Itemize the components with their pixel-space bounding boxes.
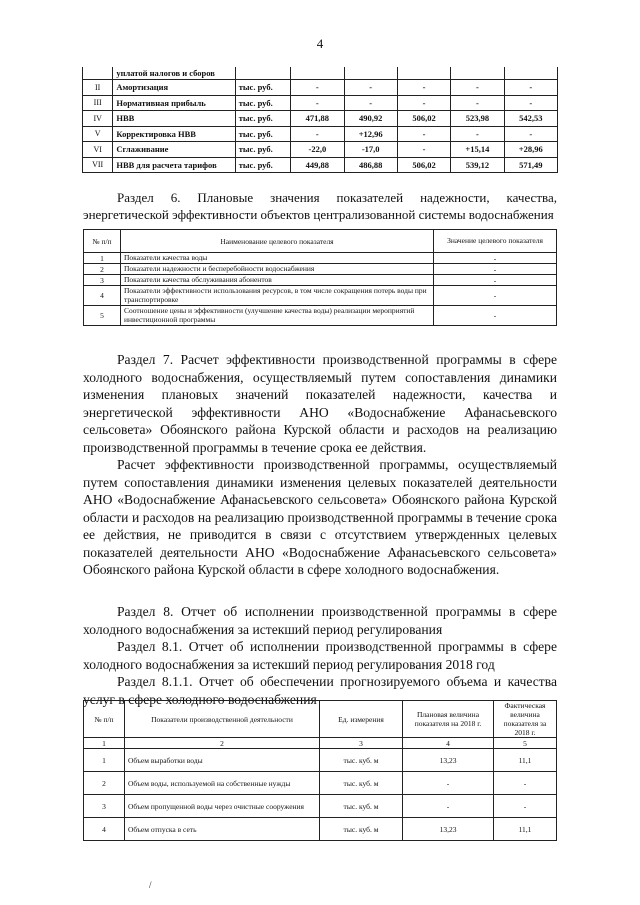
table-row [83,67,558,80]
header-cell: № п/п [84,230,121,253]
row-number: 1 [84,253,121,264]
row-number: 3 [84,275,121,286]
row-number: VI [83,142,113,158]
header-cell: Ед. измерения [320,701,403,738]
table-row [83,111,558,127]
header-cell: Показатели производственной деятельности [125,701,320,738]
value-cell: +15,14 [451,142,504,158]
indicator-name: Объем пропущенной воды через очистные сооружения [125,795,320,818]
header-cell: Наименование целевого показателя [121,230,434,253]
table-header-row [84,701,557,738]
table-cell: уплатой налогов и сборов [113,67,235,80]
value-cell: - [451,126,504,142]
row-name: Амортизация [113,80,235,96]
value-cell: 449,88 [291,157,344,173]
table-row [84,818,557,841]
section-8-1-title: Раздел 8.1. Отчет об исполнении производственной программы в сфере холодного водоснабжения за истекший период регулирования 2018 год [83,639,557,672]
row-unit: тыс. руб. [235,111,290,127]
section-7 [83,351,557,579]
row-number: II [83,80,113,96]
value-cell: - [397,126,450,142]
row-name: Сглаживание [113,142,235,158]
indicator-name: Показатели качества обслуживания абонентов [121,275,434,286]
value-cell: - [504,95,557,111]
value-cell: - [451,95,504,111]
row-name: Нормативная прибыль [113,95,235,111]
row-unit: тыс. руб. [235,80,290,96]
table-header-row [84,230,557,253]
row-number: 1 [84,749,125,772]
plan-value: - [403,795,494,818]
indicator-name: Показатели надежности и бесперебойности водоснабжения [121,264,434,275]
table-row [84,772,557,795]
value-cell: 542,53 [504,111,557,127]
plan-value: - [403,772,494,795]
footer-mark: / [149,880,152,890]
table-row [84,749,557,772]
header-cell: Фактическая величина показателя за 2018 г. [494,701,557,738]
indicator-name: Объем воды, используемой на собственные нужды [125,772,320,795]
value-cell: - [397,142,450,158]
value-cell: 539,12 [451,157,504,173]
row-name: НВВ для расчета тарифов [113,157,235,173]
table-cell: 2 [125,738,320,749]
row-number: 4 [84,818,125,841]
value-cell: 506,02 [397,111,450,127]
table-row [83,157,558,173]
indicator-value: - [434,253,557,264]
table-cell: 5 [494,738,557,749]
table-row [84,306,557,326]
table-row [83,142,558,158]
indicator-name: Объем выработки воды [125,749,320,772]
row-number: IV [83,111,113,127]
value-cell: - [291,95,344,111]
row-name: НВВ [113,111,235,127]
header-cell: Плановая величина показателя на 2018 г. [403,701,494,738]
row-number: III [83,95,113,111]
indicator-name: Соотношение цены и эффективности (улучшение качества воды) реализации мероприятий инвестиционной программы [121,306,434,326]
fact-value: 11,1 [494,749,557,772]
value-cell: 523,98 [451,111,504,127]
page-number: 4 [316,36,324,51]
value-cell: 490,92 [344,111,397,127]
indicator-value: - [434,306,557,326]
table-cell: 4 [403,738,494,749]
row-number: 4 [84,286,121,306]
target-indicators-table [83,229,557,326]
plan-value: 13,23 [403,749,494,772]
value-cell: - [344,80,397,96]
row-number: 3 [84,795,125,818]
section-7-paragraph-1: Раздел 7. Расчет эффективности производственной программы в сфере холодного водоснабжения, осуществляемый путем сопоставления динамики изменения плановых значений показателей надежности, качества и энергетической эффективности АНО «Водоснабжение Афанасьевского сельсовета» Обоянского района Курской области и расходов на реализацию производственной программы в течение срока ее действия. [83,352,557,455]
unit-cell: тыс. куб. м [320,772,403,795]
production-report-table [83,700,557,841]
section-8 [83,603,557,708]
value-cell: - [344,95,397,111]
section-6-title: Раздел 6. Плановые значения показателей надежности, качества, энергетической эффективности объектов централизованной системы водоснабжения [83,190,557,222]
row-unit: тыс. руб. [235,95,290,111]
table-row [84,286,557,306]
plan-value: 13,23 [403,818,494,841]
value-cell: - [504,126,557,142]
row-unit: тыс. руб. [235,142,290,158]
row-number: 2 [84,264,121,275]
column-number-row [84,738,557,749]
indicator-value: - [434,275,557,286]
value-cell: 486,88 [344,157,397,173]
indicator-name: Показатели качества воды [121,253,434,264]
fact-value: 11,1 [494,818,557,841]
table-row [84,275,557,286]
unit-cell: тыс. куб. м [320,749,403,772]
section-7-paragraph-2: Расчет эффективности производственной программы, осуществляемый путем сопоставления динамики изменения целевых показателей деятельности АНО «Водоснабжение Афанасьевского сельсовета» Обоянского района Курской области и расходов на реализацию производственной программы в течение срока ее действия, не приводится в связи с отсутствием утвержденных целевых показателей деятельности АНО «Водоснабжение Афанасьевского сельсовета» Обоянского района Курской области в сфере холодного водоснабжения. [83,457,557,577]
value-cell: -17,0 [344,142,397,158]
value-cell: - [291,80,344,96]
value-cell: +12,96 [344,126,397,142]
table-row [83,80,558,96]
table-row [83,95,558,111]
unit-cell: тыс. куб. м [320,818,403,841]
unit-cell: тыс. куб. м [320,795,403,818]
value-cell: 571,49 [504,157,557,173]
indicator-value: - [434,264,557,275]
row-number: V [83,126,113,142]
table-row [84,264,557,275]
row-unit: тыс. руб. [235,157,290,173]
table-row [84,795,557,818]
indicator-value: - [434,286,557,306]
value-cell: - [397,80,450,96]
value-cell: 506,02 [397,157,450,173]
row-number: VII [83,157,113,173]
value-cell: - [504,80,557,96]
row-number: 5 [84,306,121,326]
value-cell: 471,88 [291,111,344,127]
header-cell: № п/п [84,701,125,738]
table-row [83,126,558,142]
row-number: 2 [84,772,125,795]
indicator-name: Объем отпуска в сеть [125,818,320,841]
section-8-title: Раздел 8. Отчет об исполнении производственной программы в сфере холодного водоснабжения за истекший период регулирования [83,604,557,637]
row-name: Корректировка НВВ [113,126,235,142]
nvv-table [82,67,558,173]
fact-value: - [494,795,557,818]
table-cell: 1 [84,738,125,749]
value-cell: - [397,95,450,111]
value-cell: +28,96 [504,142,557,158]
value-cell: - [451,80,504,96]
fact-value: - [494,772,557,795]
header-cell: Значение целевого показателя [434,230,557,253]
value-cell: -22,0 [291,142,344,158]
table-row [84,253,557,264]
section-8-1-1-title: Раздел 8.1.1. Отчет об обеспечении прогнозируемого объема и качества услуг в сфере холодного водоснабжения [83,674,557,707]
indicator-name: Показатели эффективности использования ресурсов, в том числе сокращения потерь воды при транспортировке [121,286,434,306]
value-cell: - [291,126,344,142]
table-cell: 3 [320,738,403,749]
row-unit: тыс. руб. [235,126,290,142]
